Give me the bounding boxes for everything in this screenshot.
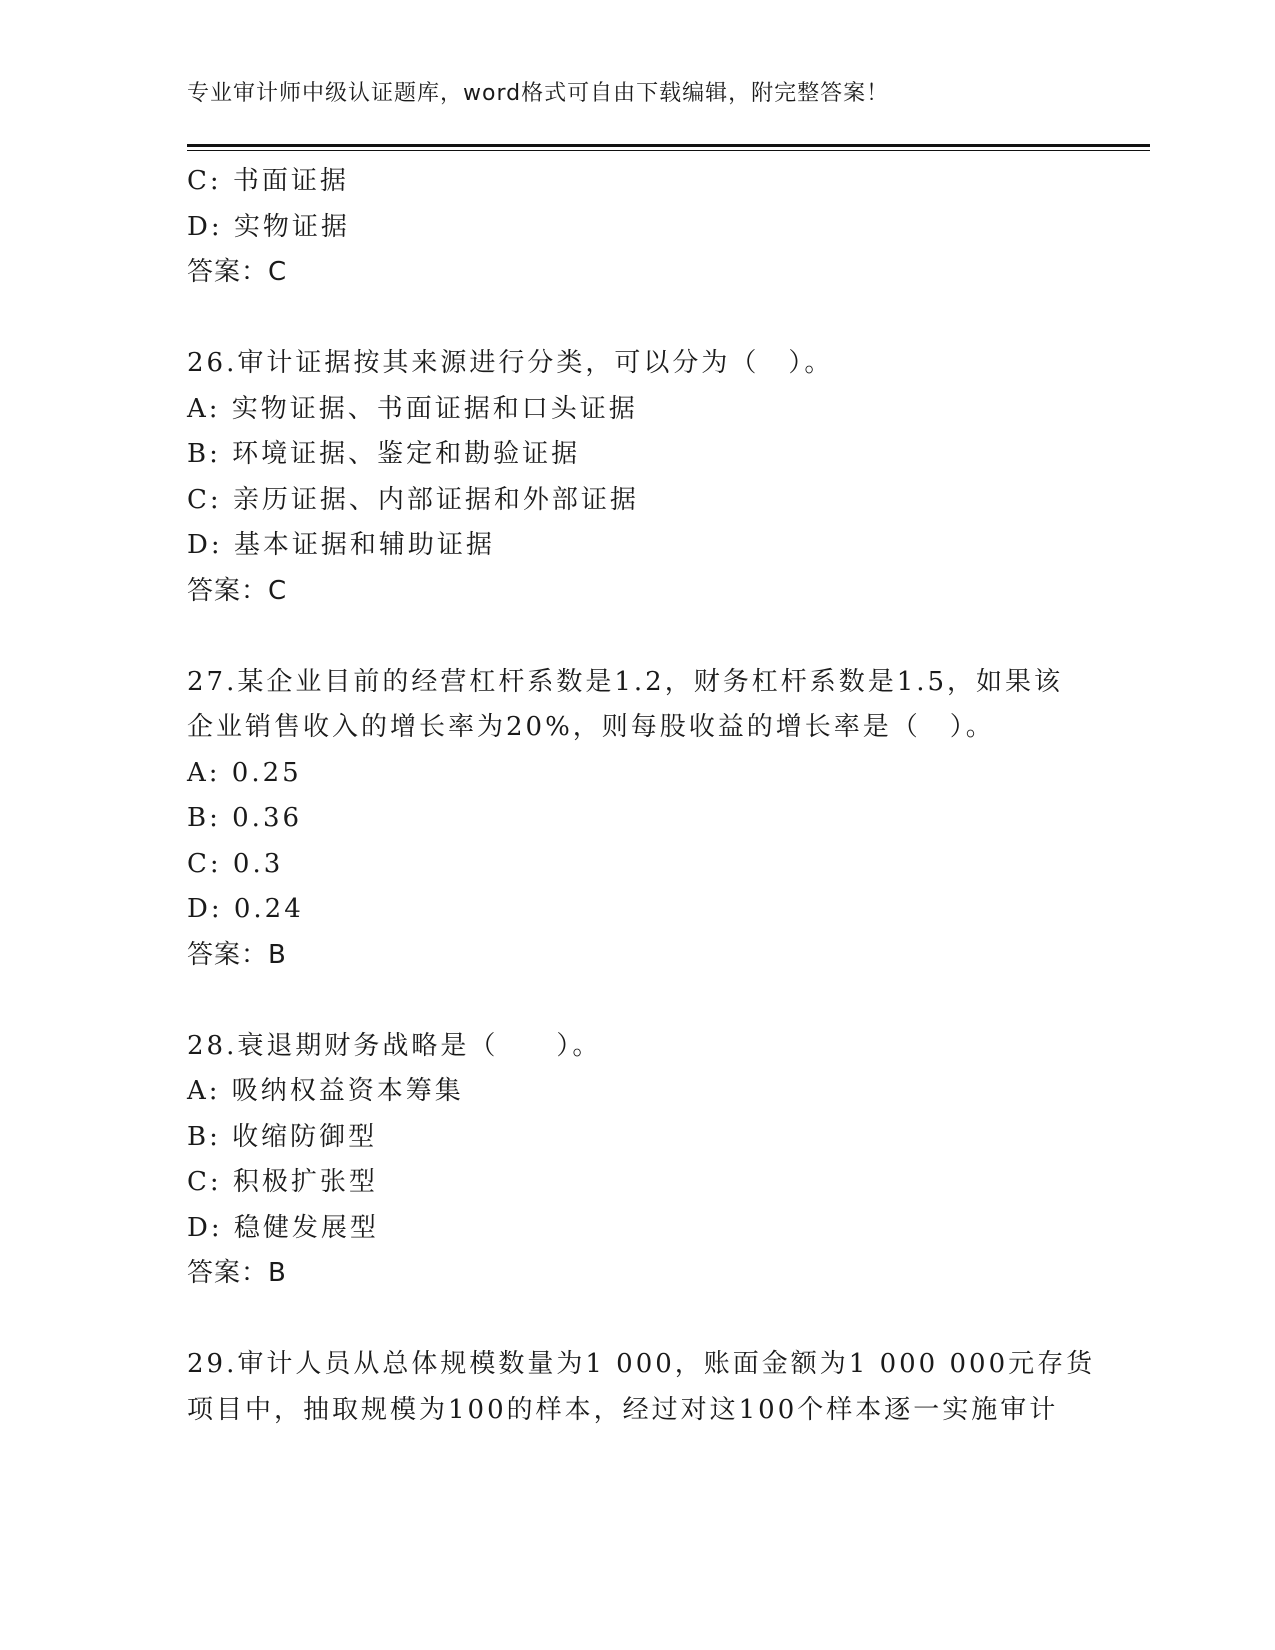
question-29 [187,1342,1096,1433]
answer-line: 答案：B [187,1258,287,1288]
question-list [187,159,1096,1433]
question-stem: 28.衰退期财务战略是（ ）。 [187,1030,602,1061]
header-rule-thick [187,144,1150,147]
question-stem: 26.审计证据按其来源进行分类，可以分为（ ）。 [187,348,834,378]
option-c: C: 积极扩张型 [187,1167,378,1197]
question-stem: 29.审计人员从总体规模数量为1 000，账面金额为1 000 000元存货 [187,1349,1096,1379]
spacer [187,1297,1087,1343]
option-c: C: 亲历证据、内部证据和外部证据 [187,484,639,515]
option-a: A: 吸纳权益资本筹集 [187,1076,464,1106]
question-27 [187,660,1087,979]
question-stem-continued: 项目中，抽取规模为100的样本，经过对这100个样本逐一实施审计 [187,1394,1059,1425]
answer-line: 答案：C [187,257,288,287]
spacer [187,978,1087,1024]
question-28 [187,1024,1087,1297]
option-d: D: 0.24 [187,894,304,924]
option-d: D: 稳健发展型 [187,1212,379,1243]
option-b: B: 环境证据、鉴定和勘验证据 [187,439,581,469]
option-d: D: 实物证据 [187,211,350,242]
option-c: C: 书面证据 [187,166,349,196]
option-d: D: 基本证据和辅助证据 [187,530,495,560]
answer-line: 答案：C [187,575,288,606]
option-c: C: 0.3 [187,848,284,879]
question-25-continuation [187,159,1087,296]
header-rule-thin [187,150,1150,151]
option-a: A: 0.25 [187,757,302,788]
answer-line: 答案：B [187,939,287,970]
question-stem: 27.某企业目前的经营杠杆系数是1.2，财务杠杆系数是1.5，如果该 [187,666,1064,697]
option-a: A: 实物证据、书面证据和口头证据 [187,393,638,424]
question-26 [187,341,1087,614]
question-stem-continued: 企业销售收入的增长率为20%，则每股收益的增长率是（ ）。 [187,712,995,742]
page-header: 专业审计师中级认证题库，word格式可自由下载编辑，附完整答案！ [187,81,890,106]
spacer [187,614,1087,660]
spacer [187,296,1087,342]
option-b: B: 0.36 [187,803,303,833]
option-b: B: 收缩防御型 [187,1121,378,1152]
